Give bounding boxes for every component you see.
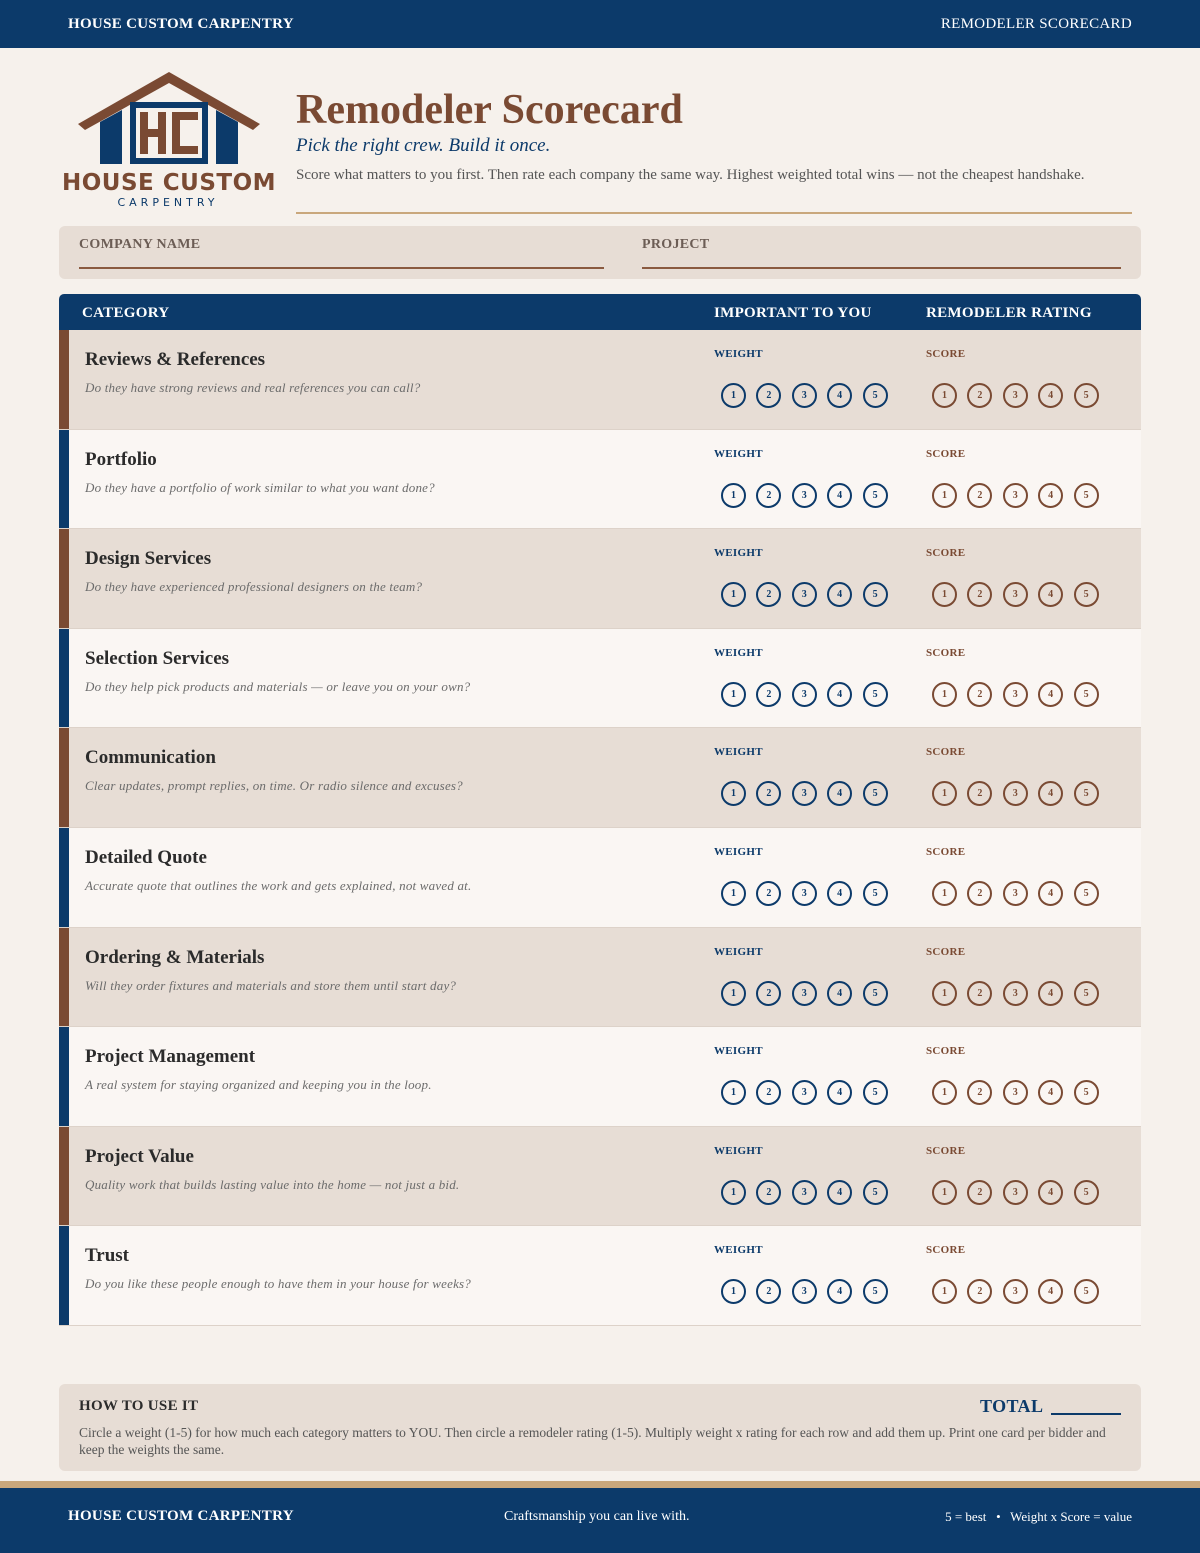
score-options — [932, 682, 1099, 707]
company-name-field[interactable] — [79, 267, 604, 269]
score-option[interactable]: 1 — [932, 682, 957, 707]
top-bar — [0, 0, 1200, 48]
weight-options — [721, 781, 888, 806]
row-accent-bar — [59, 828, 69, 927]
score-option[interactable]: 4 — [1038, 1080, 1063, 1105]
weight-option[interactable]: 5 — [863, 981, 888, 1006]
weight-option[interactable]: 1 — [721, 1279, 746, 1304]
score-option[interactable]: 3 — [1003, 1279, 1028, 1304]
score-options — [932, 1180, 1099, 1205]
weight-option[interactable]: 3 — [792, 1180, 817, 1205]
category-name: Communication — [85, 747, 216, 769]
score-option[interactable]: 2 — [967, 881, 992, 906]
weight-option[interactable]: 2 — [756, 383, 781, 408]
score-option[interactable]: 2 — [967, 483, 992, 508]
score-option[interactable]: 1 — [932, 881, 957, 906]
category-name: Project Management — [85, 1046, 256, 1068]
row-accent-bar — [59, 529, 69, 628]
table-row — [59, 629, 1141, 729]
logo-wordmark: HOUSE CUSTOM — [62, 170, 277, 196]
weight-option[interactable]: 4 — [827, 981, 852, 1006]
total-field[interactable] — [1051, 1413, 1121, 1415]
score-label: SCORE — [926, 746, 966, 759]
category-name: Selection Services — [85, 647, 230, 669]
weight-options — [721, 582, 888, 607]
score-option[interactable]: 5 — [1074, 682, 1099, 707]
company-project-box — [59, 226, 1141, 279]
score-option[interactable]: 5 — [1074, 881, 1099, 906]
weight-label: WEIGHT — [714, 348, 763, 360]
score-option[interactable]: 2 — [967, 383, 992, 408]
score-label: SCORE — [926, 447, 966, 460]
score-option[interactable]: 5 — [1074, 582, 1099, 607]
score-options — [932, 781, 1099, 806]
category-description: Quality work that builds lasting value into the home — not just a bid. — [85, 1176, 460, 1192]
tagline: Pick the right crew. Build it once. — [296, 135, 551, 156]
table-header — [59, 294, 1141, 330]
weight-option[interactable]: 2 — [756, 881, 781, 906]
weight-option[interactable]: 1 — [721, 1080, 746, 1105]
score-option[interactable]: 2 — [967, 582, 992, 607]
weight-option[interactable]: 3 — [792, 682, 817, 707]
weight-label: WEIGHT — [714, 746, 763, 759]
total-label: TOTAL — [980, 1396, 1044, 1416]
weight-option[interactable]: 3 — [792, 781, 817, 806]
weight-label: WEIGHT — [714, 1144, 763, 1157]
weight-option[interactable]: 2 — [756, 682, 781, 707]
footer-slogan: Craftsmanship you can live with. — [504, 1509, 690, 1524]
table-row — [59, 430, 1141, 530]
score-label: SCORE — [926, 945, 966, 958]
weight-option[interactable]: 3 — [792, 1080, 817, 1105]
weight-option[interactable]: 1 — [721, 682, 746, 707]
weight-label: WEIGHT — [714, 646, 763, 659]
table-row — [59, 330, 1141, 430]
category-description: Do they have strong reviews and real references you can call? — [85, 380, 421, 395]
score-label: SCORE — [926, 646, 966, 659]
score-label: SCORE — [926, 845, 966, 858]
row-accent-bar — [59, 1027, 69, 1126]
score-option[interactable]: 5 — [1074, 1279, 1099, 1304]
weight-option[interactable]: 5 — [863, 881, 888, 906]
row-accent-bar — [59, 728, 69, 827]
score-option[interactable]: 2 — [967, 682, 992, 707]
topbar-doc-label: REMODELER SCORECARD — [940, 15, 1132, 32]
weight-option[interactable]: 3 — [792, 582, 817, 607]
score-options — [932, 1080, 1099, 1105]
score-option[interactable]: 3 — [1003, 1080, 1028, 1105]
weight-option[interactable]: 2 — [756, 483, 781, 508]
category-name: Ordering & Materials — [85, 946, 265, 968]
table-row — [59, 928, 1141, 1028]
score-option[interactable]: 5 — [1074, 1180, 1099, 1205]
weight-option[interactable]: 4 — [827, 781, 852, 806]
score-options — [932, 981, 1099, 1006]
scorecard-rows — [59, 330, 1141, 1326]
footer-brand: HOUSE CUSTOM CARPENTRY — [68, 1508, 294, 1524]
weight-options — [721, 1180, 888, 1205]
col-important: IMPORTANT TO YOU — [714, 305, 872, 321]
score-option[interactable]: 4 — [1038, 383, 1063, 408]
category-description: Do they have experienced professional designers on the team? — [85, 579, 423, 595]
score-option[interactable]: 2 — [967, 1279, 992, 1304]
score-option[interactable]: 3 — [1003, 383, 1028, 408]
category-description: Do they help pick products and materials — or leave you on your own? — [85, 678, 471, 694]
row-accent-bar — [59, 1127, 69, 1226]
score-option[interactable]: 1 — [932, 383, 957, 408]
weight-option[interactable]: 3 — [792, 881, 817, 906]
logo-subtitle: CARPENTRY — [117, 196, 219, 209]
weight-option[interactable]: 3 — [792, 483, 817, 508]
score-option[interactable]: 4 — [1038, 483, 1063, 508]
company-name-label: COMPANY NAME — [79, 237, 201, 252]
category-name: Reviews & References — [85, 349, 266, 370]
score-option[interactable]: 2 — [967, 1180, 992, 1205]
weight-option[interactable]: 5 — [863, 1279, 888, 1304]
weight-option[interactable]: 1 — [721, 981, 746, 1006]
category-description: A real system for staying organized and keeping you in the loop. — [85, 1077, 432, 1093]
weight-option[interactable]: 4 — [827, 582, 852, 607]
score-option[interactable]: 5 — [1074, 981, 1099, 1006]
score-label: SCORE — [926, 1144, 966, 1157]
score-option[interactable]: 1 — [932, 981, 957, 1006]
score-options — [932, 383, 1099, 408]
weight-options — [721, 682, 888, 707]
weight-option[interactable]: 4 — [827, 881, 852, 906]
category-description: Do you like these people enough to have them in your house for weeks? — [85, 1276, 472, 1292]
score-option[interactable]: 3 — [1003, 981, 1028, 1006]
house-logo-icon — [78, 72, 260, 172]
weight-label: WEIGHT — [714, 547, 763, 560]
project-field[interactable] — [642, 267, 1121, 269]
table-row — [59, 1127, 1141, 1227]
weight-option[interactable]: 1 — [721, 781, 746, 806]
score-option[interactable]: 2 — [967, 781, 992, 806]
topbar-brand: HOUSE CUSTOM CARPENTRY — [68, 15, 294, 32]
how-to-body: Circle a weight (1-5) for how much each category matters to YOU. Then circle a remodeler rating (1-5). Multiply weight x rating for each row and add them up. Print one card per bidder and keep the weights the same. — [79, 1425, 1106, 1457]
score-option[interactable]: 5 — [1074, 383, 1099, 408]
weight-option[interactable]: 2 — [756, 1279, 781, 1304]
how-to-heading: HOW TO USE IT — [79, 1398, 199, 1414]
weight-option[interactable]: 3 — [792, 383, 817, 408]
score-option[interactable]: 1 — [932, 483, 957, 508]
weight-option[interactable]: 2 — [756, 781, 781, 806]
weight-option[interactable]: 4 — [827, 1279, 852, 1304]
weight-options — [721, 1279, 888, 1304]
header-divider — [296, 212, 1132, 214]
score-option[interactable]: 1 — [932, 1080, 957, 1105]
score-option[interactable]: 3 — [1003, 483, 1028, 508]
score-option[interactable]: 2 — [967, 1080, 992, 1105]
row-accent-bar — [59, 1226, 69, 1325]
weight-option[interactable]: 4 — [827, 682, 852, 707]
table-row — [59, 828, 1141, 928]
weight-option[interactable]: 1 — [721, 383, 746, 408]
score-option[interactable]: 3 — [1003, 781, 1028, 806]
company-logo — [62, 72, 277, 212]
score-label: SCORE — [926, 547, 966, 560]
weight-option[interactable]: 5 — [863, 1080, 888, 1105]
weight-option[interactable]: 1 — [721, 881, 746, 906]
weight-options — [721, 981, 888, 1006]
weight-option[interactable]: 4 — [827, 1180, 852, 1205]
weight-option[interactable]: 2 — [756, 1080, 781, 1105]
intro-text: Score what matters to you first. Then rate each company the same way. Highest weighted total wins — not the cheapest handshake. — [296, 167, 1085, 183]
row-accent-bar — [59, 430, 69, 529]
category-name: Detailed Quote — [85, 846, 207, 868]
weight-label: WEIGHT — [714, 945, 763, 958]
weight-label: WEIGHT — [714, 447, 763, 460]
col-category: CATEGORY — [82, 305, 170, 321]
weight-option[interactable]: 5 — [863, 582, 888, 607]
score-option[interactable]: 3 — [1003, 682, 1028, 707]
table-row — [59, 728, 1141, 828]
weight-option[interactable]: 5 — [863, 781, 888, 806]
table-row — [59, 1226, 1141, 1326]
score-option[interactable]: 5 — [1074, 483, 1099, 508]
score-option[interactable]: 1 — [932, 1180, 957, 1205]
footer — [0, 1488, 1200, 1553]
weight-option[interactable]: 4 — [827, 1080, 852, 1105]
weight-option[interactable]: 2 — [756, 981, 781, 1006]
score-option[interactable]: 3 — [1003, 582, 1028, 607]
category-name: Design Services — [85, 548, 212, 570]
score-label: SCORE — [926, 1045, 966, 1058]
category-description: Will they order fixtures and materials and store them until start day? — [85, 977, 457, 993]
weight-option[interactable]: 2 — [756, 1180, 781, 1205]
col-rating: REMODELER RATING — [926, 305, 1092, 321]
category-name: Trust — [85, 1245, 129, 1267]
score-option[interactable]: 4 — [1038, 582, 1063, 607]
score-label: SCORE — [926, 348, 966, 360]
score-option[interactable]: 3 — [1003, 881, 1028, 906]
score-option[interactable]: 2 — [967, 981, 992, 1006]
weight-option[interactable]: 5 — [863, 1180, 888, 1205]
score-options — [932, 881, 1099, 906]
score-label: SCORE — [926, 1244, 966, 1257]
score-option[interactable]: 1 — [932, 1279, 957, 1304]
weight-option[interactable]: 5 — [863, 383, 888, 408]
project-label: PROJECT — [642, 237, 710, 252]
weight-option[interactable]: 3 — [792, 1279, 817, 1304]
weight-options — [721, 1080, 888, 1105]
weight-option[interactable]: 5 — [863, 682, 888, 707]
weight-option[interactable]: 2 — [756, 582, 781, 607]
weight-option[interactable]: 5 — [863, 483, 888, 508]
footer-accent-line — [0, 1481, 1200, 1488]
row-accent-bar — [59, 629, 69, 728]
score-option[interactable]: 4 — [1038, 682, 1063, 707]
weight-label: WEIGHT — [714, 845, 763, 858]
score-option[interactable]: 4 — [1038, 981, 1063, 1006]
row-accent-bar — [59, 928, 69, 1027]
score-option[interactable]: 1 — [932, 781, 957, 806]
score-option[interactable]: 4 — [1038, 1180, 1063, 1205]
score-option[interactable]: 4 — [1038, 881, 1063, 906]
score-option[interactable]: 5 — [1074, 1080, 1099, 1105]
weight-options — [721, 881, 888, 906]
weight-option[interactable]: 1 — [721, 582, 746, 607]
table-row — [59, 1027, 1141, 1127]
page-title: Remodeler Scorecard — [296, 87, 683, 133]
weight-option[interactable]: 1 — [721, 1180, 746, 1205]
weight-option[interactable]: 4 — [827, 483, 852, 508]
weight-option[interactable]: 4 — [827, 383, 852, 408]
score-option[interactable]: 3 — [1003, 1180, 1028, 1205]
weight-option[interactable]: 1 — [721, 483, 746, 508]
score-option[interactable]: 4 — [1038, 781, 1063, 806]
score-options — [932, 483, 1099, 508]
how-to-box — [59, 1384, 1141, 1471]
category-name: Project Value — [85, 1145, 194, 1167]
category-name: Portfolio — [85, 448, 157, 470]
score-option[interactable]: 4 — [1038, 1279, 1063, 1304]
score-options — [932, 582, 1099, 607]
score-option[interactable]: 5 — [1074, 781, 1099, 806]
row-accent-bar — [59, 330, 69, 429]
table-row — [59, 529, 1141, 629]
category-description: Accurate quote that outlines the work and gets explained, not waved at. — [85, 877, 472, 893]
weight-label: WEIGHT — [714, 1045, 763, 1058]
weight-options — [721, 383, 888, 408]
category-description: Do they have a portfolio of work similar to what you want done? — [85, 479, 435, 495]
score-option[interactable]: 1 — [932, 582, 957, 607]
weight-option[interactable]: 3 — [792, 981, 817, 1006]
score-options — [932, 1279, 1099, 1304]
category-description: Clear updates, prompt replies, on time. Or radio silence and excuses? — [85, 778, 463, 794]
weight-label: WEIGHT — [714, 1244, 763, 1257]
footer-legend: 5 = best • Weight x Score = value — [945, 1509, 1132, 1524]
weight-options — [721, 483, 888, 508]
